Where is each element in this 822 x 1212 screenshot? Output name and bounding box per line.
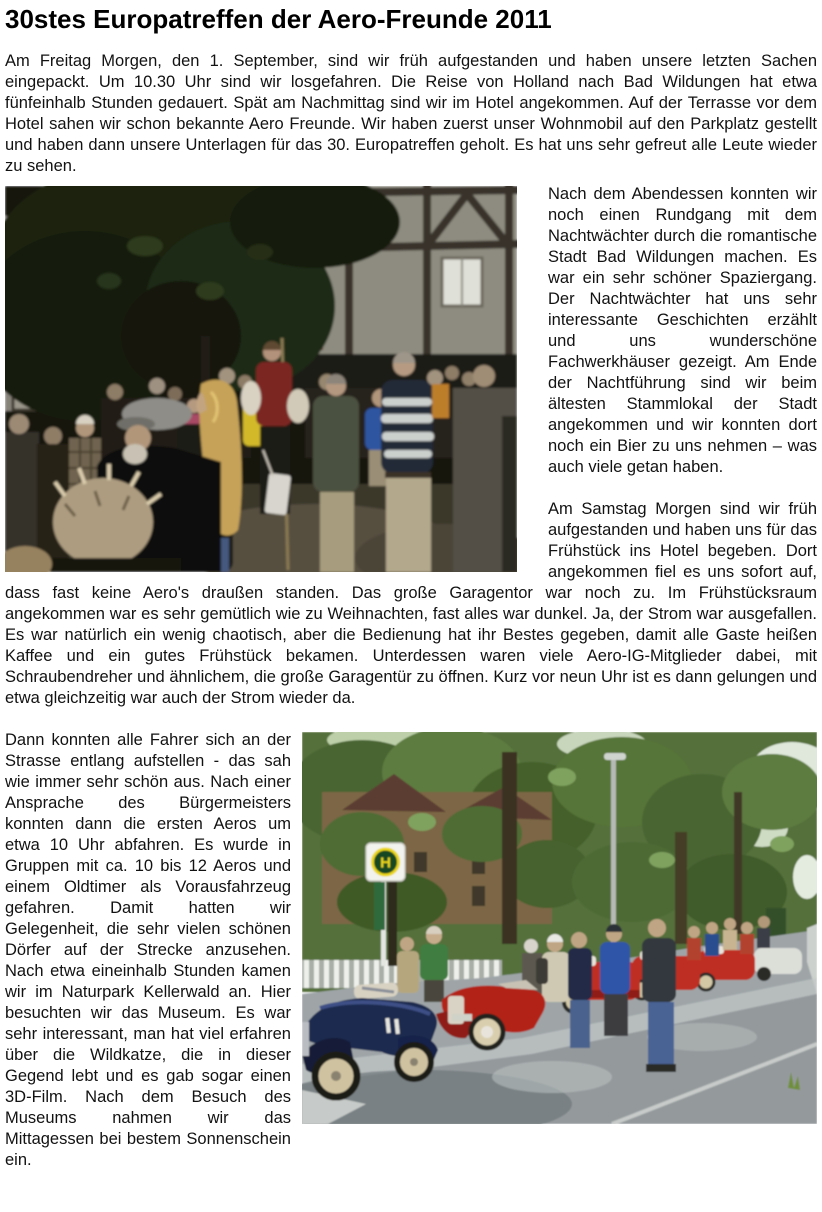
paragraph-night-walk: Nach dem Abendessen konnten wir noch einen Rundgang mit dem Nachtwächter durch die romantische Stadt Bad Wildungen machen. Es war ein sehr schöner Spaziergang. Der Nachtwächter hat uns sehr interessante Geschichten erzählt und uns wunderschöne Fachwerkhäuser gezeigt. Am Ende der Nachtführung sind wir beim ältesten Stammlokal der Stadt angekommen und wir konnten dort noch ein Bier zu uns nehmen – was auch viele getan haben. <box>548 185 817 476</box>
bus-stop-letter: H <box>380 854 391 872</box>
photo-night-walk <box>5 186 517 572</box>
photo-cars-street <box>302 732 817 1124</box>
striped-shirt-man <box>381 352 434 572</box>
page-title: 30stes Europatreffen der Aero-Freunde 2011 <box>5 4 552 34</box>
paragraph-intro: Am Freitag Morgen, den 1. September, sind wir früh aufgestanden und haben unsere letzten Sachen eingepackt. Um 10.30 Uhr sind wir losgefahren. Die Reise von Holland nach Bad Wildungen hat etwa fünfeinhalb Stunden gedauert. Spät am Nachmittag sind wir im Hotel angekommen. Auf der Terrasse vor dem Hotel sahen wir schon bekannte Aero Freunde. Wir haben zuerst unser Wohnmobil auf den Parkplatz gestellt und haben dann unsere Unterlagen für das 30. Europatreffen geholt. Es hat uns sehr gefreut alle Leute wieder zu sehen. <box>5 52 817 175</box>
paragraph-convoy-museum: Dann konnten alle Fahrer sich an der Strasse entlang aufstellen - das sah wie immer sehr schön aus. Nach einer Ansprache des Bürgermeisters konnten dann die ersten Aeros um etwa 10 Uhr abfahren. Es wurde in Gruppen mit ca. 10 bis 12 Aeros und einem Oldtimer als Vorausfahrzeug gefahren. Damit hatten wir Gelegenheit, die sehr vielen schönen Dörfer auf der Strecke anzusehen. Nach etwa eineinhalb Stunden kamen wir im Naturpark Kellerwald an. Hier besuchten wir das Museum. Es war sehr interessant, man hat viel erfahren über die Wildkatze, die in dieser Gegend lebt und es gab sogar einen 3D-Film. Nach dem Besuch des Museums nahmen wir das Mittagessen bei bestem Sonnenschein ein. <box>5 731 291 1169</box>
vintage-cars-photo <box>302 732 817 1124</box>
section-night-walk <box>5 184 817 730</box>
section-convoy <box>5 730 817 1192</box>
tree-trunk <box>502 752 517 944</box>
paragraph-saturday-breakfast: Am Samstag Morgen sind wir früh aufgestanden und haben uns für das Frühstück ins Hotel begeben. Dort angekommen fiel es uns sofort auf, dass fast keine Aero's draußen standen. Das große Garagentor war noch zu. Im Frühstücksraum angekommen war es sehr gemütlich wie zu Weihnachten, fast alles war dunkel. Ja, der Strom war ausgefallen. Es war natürlich ein wenig chaotisch, aber die Bedienung hat ihr Bestes gegeben, damit alle Gaste heißen Kaffee und ein gutes Frühstück bekamen. Unterdessen waren viele Aero-IG-Mitglieder dabei, mit Schraubendreher und ähnlichem, die große Garagentür zu öffnen. Kurz vor neun Uhr ist es dann gelungen und etwa gleichzeitig war auch der Strom wieder da. <box>5 500 817 707</box>
night-crowd-photo <box>5 186 517 572</box>
